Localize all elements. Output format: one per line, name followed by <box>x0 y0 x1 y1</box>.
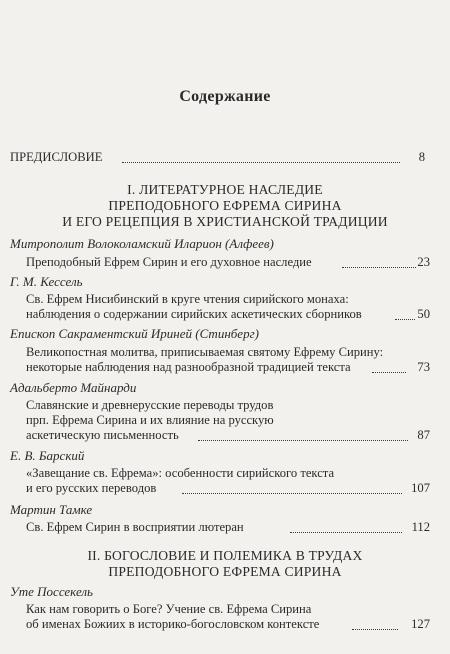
dot-leader <box>198 430 408 441</box>
dot-leader <box>122 152 400 163</box>
section-heading-line: И ЕГО РЕЦЕПЦИЯ В ХРИСТИАНСКОЙ ТРАДИЦИИ <box>62 214 388 229</box>
entry-title[interactable]: некоторые наблюдения над разнообразной традицией текста <box>26 360 351 374</box>
dot-leader <box>352 619 398 630</box>
section-heading-line: I. ЛИТЕРАТУРНОЕ НАСЛЕДИЕ <box>127 182 323 197</box>
dot-leader <box>182 483 402 494</box>
entry-title[interactable]: и его русских переводов <box>26 481 157 495</box>
entry-title[interactable]: Св. Ефрем Сирин в восприятии лютеран <box>26 520 244 534</box>
entry-title[interactable]: об именах Божиих в историко-богословском контексте <box>26 617 320 631</box>
entry-page[interactable]: 87 <box>417 428 430 442</box>
entry-title[interactable]: аскетическую письменность <box>26 428 179 442</box>
entry-page[interactable]: 107 <box>411 481 430 495</box>
entry-page[interactable]: 112 <box>411 520 430 534</box>
entry-author: Мартин Тамке <box>10 502 93 517</box>
entry-title[interactable]: Славянские и древнерусские переводы трудов <box>26 398 274 412</box>
entry-author: Е. В. Барский <box>10 448 85 463</box>
entry-author: Митрополит Волоколамский Иларион (Алфеев) <box>10 236 274 251</box>
entry-page[interactable]: 50 <box>417 307 430 321</box>
entry-title[interactable]: Великопостная молитва, приписываемая святому Ефрему Сирину: <box>26 345 384 359</box>
entry-author: Епископ Сакраментский Ириней (Стинберг) <box>10 326 259 341</box>
entry-title[interactable]: «Завещание св. Ефрема»: особенности сирийского текста <box>26 466 335 480</box>
entry-author: Уте Поссекель <box>10 584 93 599</box>
section-heading-line: ПРЕПОДОБНОГО ЕФРЕМА СИРИНА <box>108 564 342 579</box>
section-heading-line: II. БОГОСЛОВИЕ И ПОЛЕМИКА В ТРУДАХ <box>87 548 363 563</box>
page-title: Содержание <box>179 88 271 105</box>
entry-page[interactable]: 73 <box>417 360 430 374</box>
entry-author: Г. М. Кессель <box>10 274 83 289</box>
toc-preface-page[interactable]: 8 <box>418 150 425 164</box>
entry-title[interactable]: Преподобный Ефрем Сирин и его духовное наследие <box>26 255 312 269</box>
entry-title[interactable]: прп. Ефрема Сирина и их влияние на русскую <box>26 413 274 427</box>
entry-author: Адальберто Майнарди <box>10 380 137 395</box>
dot-leader <box>290 522 402 533</box>
section-heading-line: ПРЕПОДОБНОГО ЕФРЕМА СИРИНА <box>108 198 342 213</box>
toc-preface-label[interactable]: ПРЕДИСЛОВИЕ <box>10 150 103 164</box>
entry-title[interactable]: Как нам говорить о Боге? Учение св. Ефрема Сирина <box>26 602 312 616</box>
entry-title[interactable]: наблюдения о содержании сирийских аскетических сборников <box>26 307 362 321</box>
entry-title[interactable]: Св. Ефрем Нисибинский в круге чтения сирийского монаха: <box>26 292 349 306</box>
entry-page[interactable]: 23 <box>417 255 430 269</box>
entry-page[interactable]: 127 <box>411 617 430 631</box>
